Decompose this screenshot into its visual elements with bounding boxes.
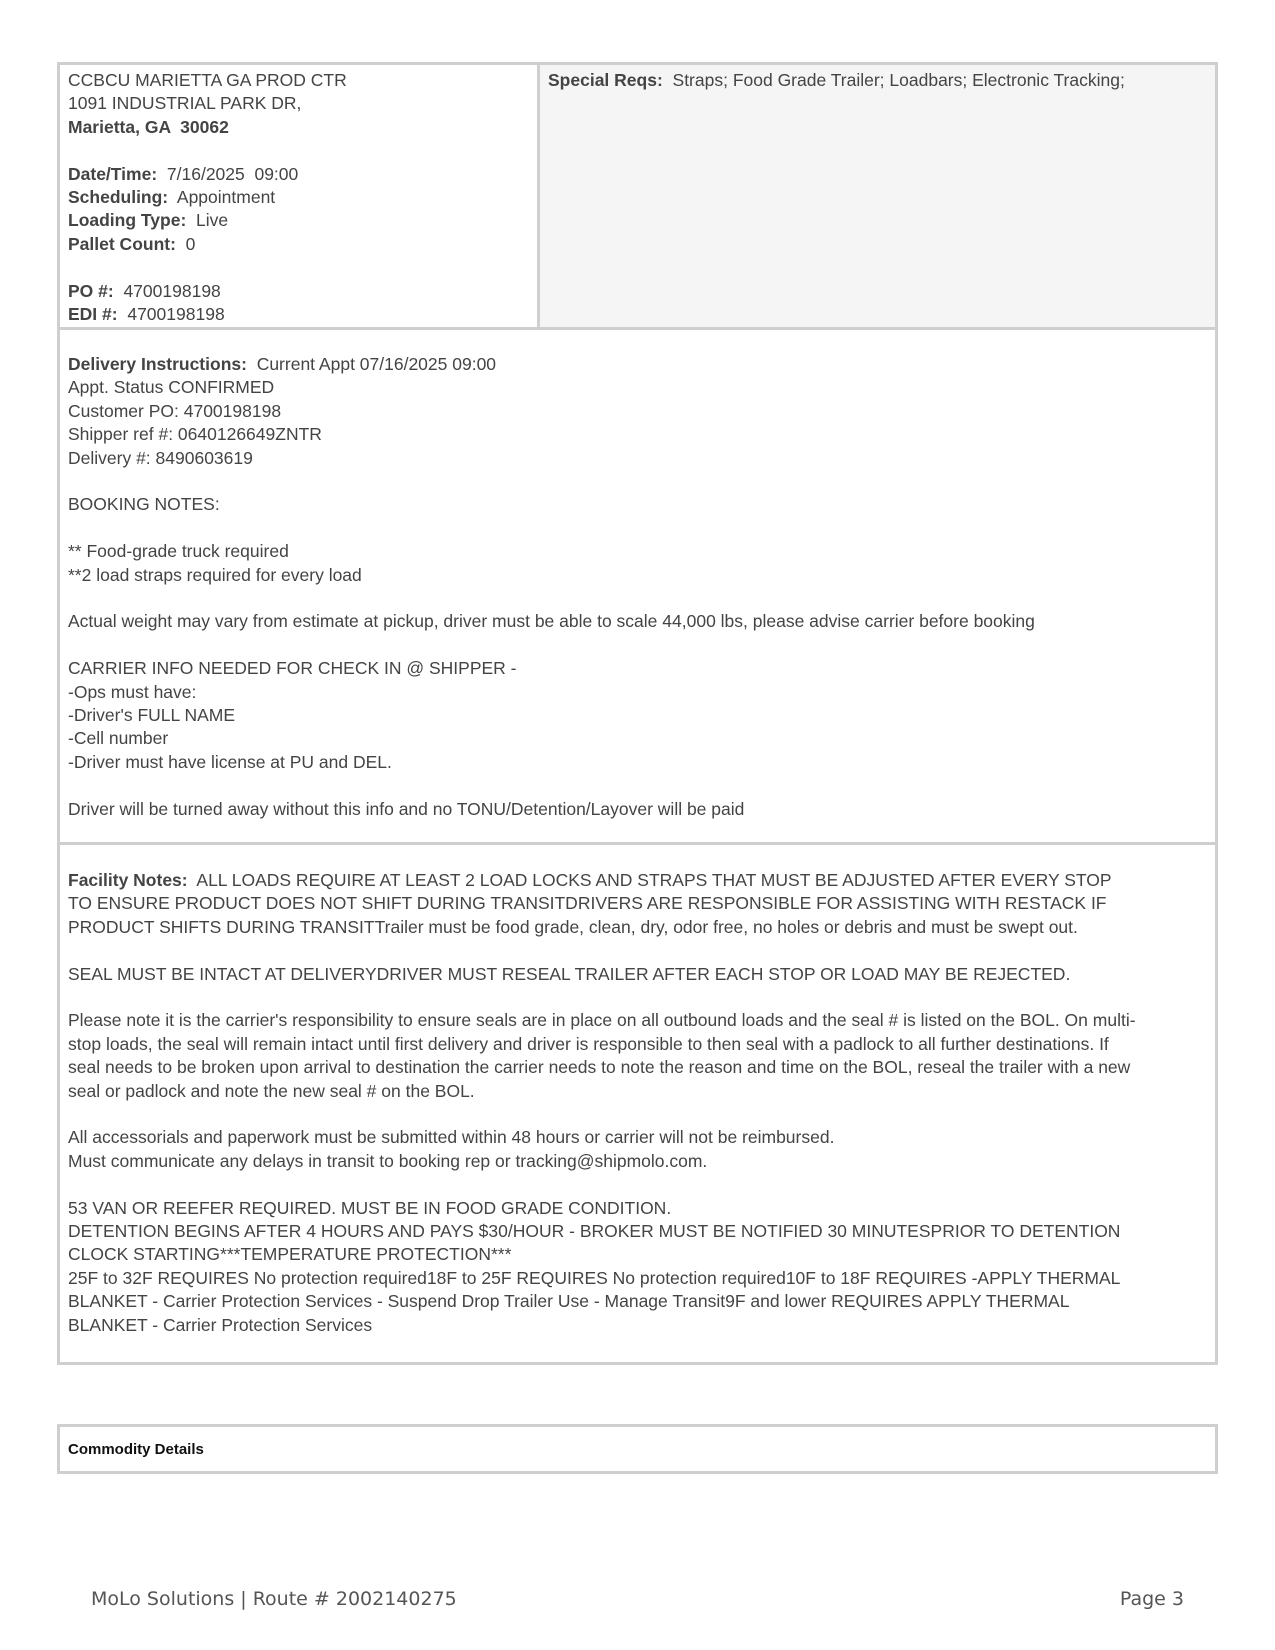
text-line: TO ENSURE PRODUCT DOES NOT SHIFT DURING TRANSITDRIVERS ARE RESPONSIBLE FOR ASSISTING WITH RESTACK IF xyxy=(68,893,1107,914)
stop-address-panel xyxy=(60,65,540,327)
footer-route: MoLo Solutions | Route # 2002140275 xyxy=(91,1588,457,1610)
stop-name: CCBCU MARIETTA GA PROD CTR xyxy=(68,70,347,90)
text-line xyxy=(68,587,1207,610)
text-line: 53 VAN OR REEFER REQUIRED. MUST BE IN FOOD GRADE CONDITION. xyxy=(68,1197,672,1218)
text-line: 25F to 32F REQUIRES No protection required18F to 25F REQUIRES No protection required10F to 18F REQUIRES -APPLY THERMAL xyxy=(68,1267,1121,1288)
text-line xyxy=(68,986,1207,1009)
delivery-instructions-body xyxy=(68,376,1207,821)
text-line: -Cell number xyxy=(68,728,169,749)
text-line xyxy=(68,939,1207,962)
edi-number-row: EDI #: 4700198198 xyxy=(68,304,225,325)
facility-notes-body xyxy=(68,869,1207,1337)
commodity-details-title: Commodity Details xyxy=(68,1441,204,1458)
delivery-instructions-header: Delivery Instructions: Current Appt 07/16/2025 09:00 xyxy=(68,354,497,374)
text-line: SEAL MUST BE INTACT AT DELIVERYDRIVER MUST RESEAL TRAILER AFTER EACH STOP OR LOAD MAY BE REJECTED. xyxy=(68,963,1071,984)
text-line xyxy=(68,517,1207,540)
text-line: Shipper ref #: 0640126649ZNTR xyxy=(68,424,322,445)
text-line: stop loads, the seal will remain intact until first delivery and driver is responsible to then seal with a padlock to all further destinations. If xyxy=(68,1033,1109,1054)
pallet-count-row: Pallet Count: 0 xyxy=(68,233,196,254)
text-line: Please note it is the carrier's responsibility to ensure seals are in place on all outbound loads and the seal # is listed on the BOL. On multi- xyxy=(68,1010,1136,1031)
footer-page-number: Page 3 xyxy=(1119,1588,1184,1610)
text-line: Must communicate any delays in transit to booking rep or tracking@shipmolo.com. xyxy=(68,1150,708,1171)
stop-city-state-zip: Marietta, GA 30062 xyxy=(68,116,229,137)
text-line: CARRIER INFO NEEDED FOR CHECK IN @ SHIPPER - xyxy=(68,658,517,679)
text-line: BLANKET - Carrier Protection Services xyxy=(68,1314,373,1335)
text-line: DETENTION BEGINS AFTER 4 HOURS AND PAYS $30/HOUR - BROKER MUST BE NOTIFIED 30 MINUTESPRIOR TO DETENTION xyxy=(68,1221,1121,1242)
stop-info-box xyxy=(57,62,1218,330)
text-line: CLOCK STARTING***TEMPERATURE PROTECTION*** xyxy=(68,1244,512,1265)
text-line: -Driver's FULL NAME xyxy=(68,705,236,726)
text-line: seal or padlock and note the new seal # on the BOL. xyxy=(68,1080,475,1101)
text-line: PRODUCT SHIFTS DURING TRANSITTrailer must be food grade, clean, dry, odor free, no holes or debris and must be swept out. xyxy=(68,916,1078,937)
text-line xyxy=(68,634,1207,657)
po-number-row: PO #: 4700198198 xyxy=(68,280,221,301)
scheduling-row: Scheduling: Appointment xyxy=(68,187,276,208)
text-line: **2 load straps required for every load xyxy=(68,564,362,585)
text-line: BLANKET - Carrier Protection Services - Suspend Drop Trailer Use - Manage Transit9F and lower REQUIRES APPLY THERMAL xyxy=(68,1291,1070,1312)
text-line: -Ops must have: xyxy=(68,681,197,702)
text-line: Facility Notes: ALL LOADS REQUIRE AT LEAST 2 LOAD LOCKS AND STRAPS THAT MUST BE ADJUSTED AFTER EVERY STOP xyxy=(68,870,1112,890)
text-line: seal needs to be broken upon arrival to destination the carrier needs to note the reason and time on the BOL, reseal the trailer with a new xyxy=(68,1057,1131,1078)
text-line xyxy=(68,470,1207,493)
text-line: ** Food-grade truck required xyxy=(68,541,289,562)
delivery-instructions-box xyxy=(57,327,1218,845)
facility-notes-box xyxy=(57,843,1218,1365)
text-line: BOOKING NOTES: xyxy=(68,494,220,515)
text-line xyxy=(68,774,1207,797)
special-reqs-row: Special Reqs: Straps; Food Grade Trailer; Loadbars; Electronic Tracking; xyxy=(548,70,1125,90)
text-line: Appt. Status CONFIRMED xyxy=(68,377,275,398)
text-line: -Driver must have license at PU and DEL. xyxy=(68,751,392,772)
stop-address: 1091 INDUSTRIAL PARK DR, xyxy=(68,93,302,114)
text-line: Customer PO: 4700198198 xyxy=(68,400,282,421)
datetime-row: Date/Time: 7/16/2025 09:00 xyxy=(68,163,299,184)
text-line xyxy=(68,1103,1207,1126)
text-line: Driver will be turned away without this info and no TONU/Detention/Layover will be paid xyxy=(68,798,745,819)
text-line: All accessorials and paperwork must be submitted within 48 hours or carrier will not be reimbursed. xyxy=(68,1127,835,1148)
loading-type-row: Loading Type: Live xyxy=(68,210,229,231)
text-line: Delivery #: 8490603619 xyxy=(68,447,253,468)
text-line xyxy=(68,1173,1207,1196)
text-line: Actual weight may vary from estimate at pickup, driver must be able to scale 44,000 lbs, please advise carrier before booking xyxy=(68,611,1035,632)
facility-notes-label: Facility Notes: xyxy=(68,870,188,890)
special-reqs-panel xyxy=(540,65,1215,327)
commodity-details-box xyxy=(57,1424,1218,1474)
